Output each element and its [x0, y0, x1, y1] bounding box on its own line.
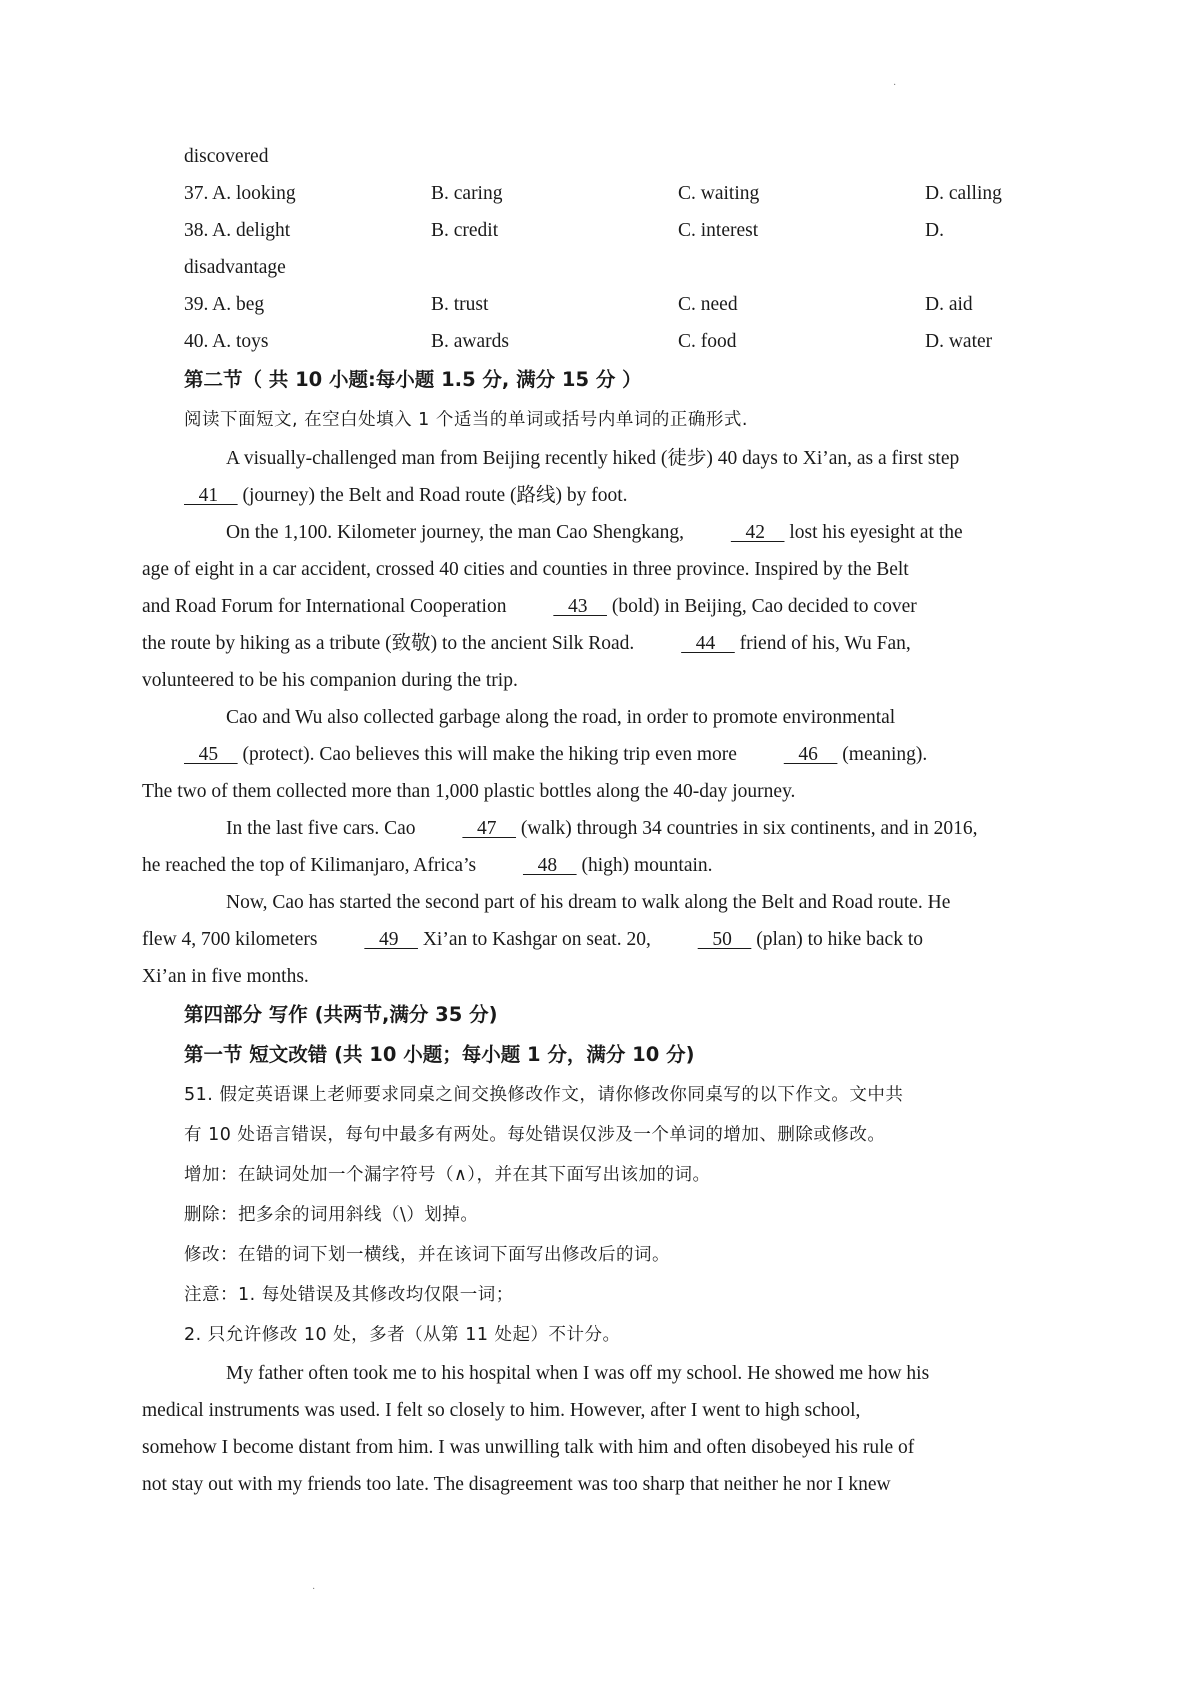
instruction-line: 删除：把多余的词用斜线（\）划掉。	[184, 1205, 479, 1225]
section-instruction: 阅读下面短文, 在空白处填入 1 个适当的单词或括号内单词的正确形式.	[184, 410, 748, 430]
passage-text: he reached the top of Kilimanjaro, Africa’s	[142, 855, 481, 876]
passage-text: volunteered to be his companion during the trip.	[142, 670, 518, 691]
passage-text: (walk) through 34 countries in six continents, and in 2016,	[516, 818, 978, 839]
options-list	[184, 138, 1034, 360]
passage-text: (high) mountain.	[576, 855, 713, 876]
passage-paragraph	[142, 884, 1034, 995]
passage-text: The two of them collected more than 1,000 plastic bottles along the 40-day journey.	[142, 781, 796, 802]
option-d: D.	[925, 220, 944, 241]
passage-text: On the 1,100. Kilometer journey, the man Cao Shengkang,	[226, 522, 689, 543]
scan-dot-top: ·	[893, 80, 897, 91]
blank-49[interactable]: 49	[364, 929, 418, 950]
option-c: C. interest	[678, 220, 759, 241]
option-row	[184, 286, 1034, 323]
passage-text: friend of his, Wu Fan,	[734, 633, 911, 654]
option-a: discovered	[184, 146, 269, 167]
passage-text: (bold) in Beijing, Cao decided to cover	[606, 596, 917, 617]
passage-text: Cao and Wu also collected garbage along the road, in order to promote environmental	[226, 707, 896, 728]
blank-47[interactable]: 47	[462, 818, 517, 839]
passage-paragraph	[184, 440, 1034, 514]
passage-paragraph	[142, 699, 1034, 810]
passage-text: (plan) to hike back to	[751, 929, 923, 950]
option-a: 39. A. beg	[184, 294, 265, 315]
option-b: B. credit	[431, 220, 499, 241]
passage-text: the route by hiking as a tribute (致敬) to the ancient Silk Road.	[142, 633, 640, 654]
option-b: B. trust	[431, 294, 489, 315]
section-heading: 第二节（ 共 10 小题:每小题 1.5 分, 满分 15 分 ）	[184, 368, 642, 391]
option-a: 37. A. looking	[184, 183, 296, 204]
option-b: B. awards	[431, 331, 509, 352]
passage-paragraph	[142, 514, 1034, 699]
instruction-line: 51. 假定英语课上老师要求同桌之间交换修改作文，请你修改你同桌写的以下作文。文中共	[184, 1085, 904, 1105]
option-row	[184, 249, 1034, 286]
option-row	[184, 212, 1034, 249]
option-a: disadvantage	[184, 257, 286, 278]
option-d: D. calling	[925, 183, 1002, 204]
scan-dot-bottom: ·	[312, 1584, 316, 1595]
option-a: 38. A. delight	[184, 220, 291, 241]
essay-text: My father often took me to his hospital when I was off my school. He showed me how his	[226, 1363, 930, 1384]
passage-text: (meaning).	[837, 744, 928, 765]
sub-heading: 第一节 短文改错 (共 10 小题；每小题 1 分，满分 10 分)	[184, 1043, 695, 1066]
passage-text: A visually-challenged man from Beijing recently hiked (徒步) 40 days to Xi’an, as a first step	[226, 448, 960, 469]
blank-43[interactable]: 43	[553, 596, 607, 617]
option-c: C. food	[678, 331, 737, 352]
passage-paragraph	[142, 810, 1034, 884]
instruction-line: 增加：在缺词处加一个漏字符号（∧），并在其下面写出该加的词。	[184, 1165, 711, 1185]
note-line: 2. 只允许修改 10 处，多者（从第 11 处起）不计分。	[184, 1325, 621, 1345]
note-line: 注意：1. 每处错误及其修改均仅限一词；	[184, 1285, 514, 1305]
option-row	[184, 175, 1034, 212]
blank-48[interactable]: 48	[522, 855, 577, 876]
part-heading: 第四部分 写作 (共两节,满分 35 分)	[184, 1003, 498, 1026]
passage-text: age of eight in a car accident, crossed 40 cities and counties in three province. Inspired by the Belt	[142, 559, 909, 580]
blank-45[interactable]: 45	[184, 744, 238, 765]
passage-text: Xi’an to Kashgar on seat. 20,	[417, 929, 656, 950]
essay-text: medical instruments was used. I felt so closely to him. However, after I went to high school,	[142, 1400, 861, 1421]
blank-41[interactable]: 41	[184, 485, 238, 506]
blank-44[interactable]: 44	[681, 633, 735, 654]
instruction-line: 修改：在错的词下划一横线，并在该词下面写出修改后的词。	[184, 1245, 670, 1265]
passage-text: Now, Cao has started the second part of his dream to walk along the Belt and Road route. He	[226, 892, 951, 913]
option-row	[184, 323, 1034, 360]
blank-42[interactable]: 42	[730, 522, 785, 543]
passage-text: (protect). Cao believes this will make the hiking trip even more	[237, 744, 742, 765]
blank-46[interactable]: 46	[783, 744, 838, 765]
essay-text: not stay out with my friends too late. The disagreement was too sharp that neither he nor I knew	[142, 1474, 891, 1495]
option-d: D. water	[925, 331, 993, 352]
passage-text: Xi’an in five months.	[142, 966, 309, 987]
essay-text: somehow I become distant from him. I was unwilling talk with him and often disobeyed his rule of	[142, 1437, 915, 1458]
option-row	[184, 138, 1034, 175]
passage-text: (journey) the Belt and Road route (路线) by foot.	[237, 485, 628, 506]
passage-text: flew 4, 700 kilometers	[142, 929, 323, 950]
passage-text: and Road Forum for International Cooperation	[142, 596, 512, 617]
option-a: 40. A. toys	[184, 331, 269, 352]
option-c: C. waiting	[678, 183, 760, 204]
essay-paragraph	[142, 1355, 1034, 1503]
exam-page	[142, 138, 1034, 1503]
option-c: C. need	[678, 294, 738, 315]
passage-text: lost his eyesight at the	[784, 522, 963, 543]
passage-text: In the last five cars. Cao	[226, 818, 421, 839]
option-b: B. caring	[431, 183, 503, 204]
option-d: D. aid	[925, 294, 973, 315]
instruction-line: 有 10 处语言错误，每句中最多有两处。每处错误仅涉及一个单词的增加、删除或修改。	[184, 1125, 886, 1145]
blank-50[interactable]: 50	[697, 929, 752, 950]
